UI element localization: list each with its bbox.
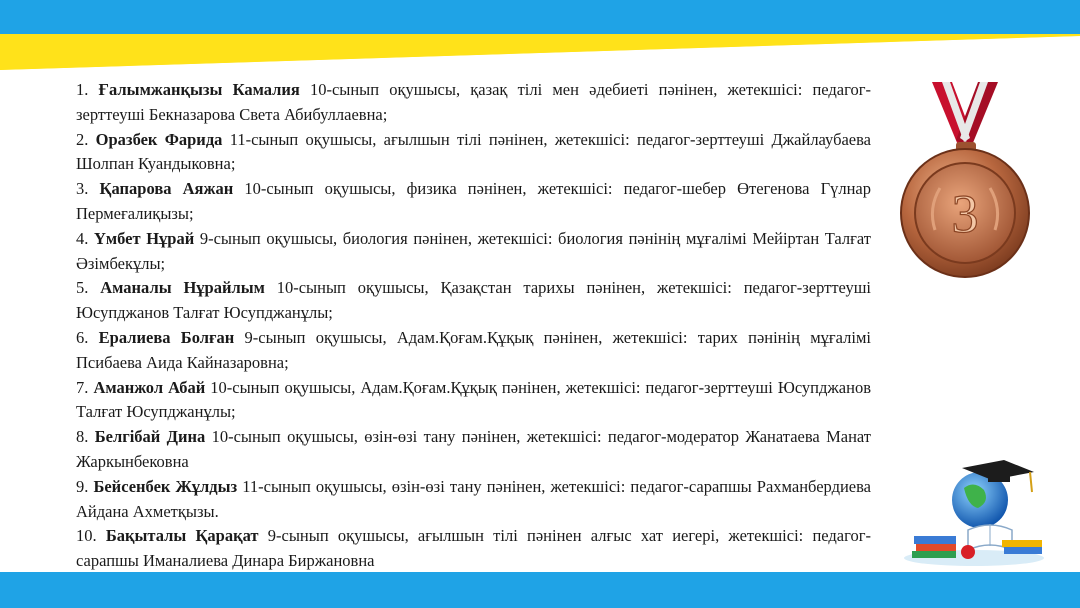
list-item bbox=[76, 524, 871, 574]
bronze-medal-icon bbox=[890, 80, 1040, 280]
list-item bbox=[76, 227, 871, 277]
list-item bbox=[76, 78, 871, 128]
student-name: Бақыталы Қарақат bbox=[105, 526, 259, 546]
item-description: 10-сынып оқушысы, физика пәнінен, жетекшісі: педагог-шебер Өтегенова Гүлнар Пермеғалиқызы; bbox=[76, 179, 871, 223]
item-description: 9-сынып оқушысы, ағылшын тілі пәнінен алғыс хат иегері, жетекшісі: педагог-сарапшы Иманалиева Динара Биржановна bbox=[76, 526, 871, 571]
item-description: 11-сынып оқушысы, ағылшын тілі пәнінен, жетекшісі: педагог-зерттеуші Джайлаубаева Шолпан Куандыковна; bbox=[76, 129, 872, 174]
item-number: 4. bbox=[76, 228, 89, 248]
list-item bbox=[76, 177, 871, 227]
item-description: 10-сынып оқушысы, өзін-өзі тану пәнінен, жетекшісі: педагог-модератор Жанатаева Манат Жаркынбековна bbox=[76, 427, 872, 471]
list-item bbox=[76, 276, 871, 326]
student-name: Аманжол Абай bbox=[93, 377, 206, 397]
medal-number: 3 bbox=[951, 184, 979, 244]
item-number: 3. bbox=[76, 179, 89, 199]
list-item bbox=[76, 376, 871, 426]
item-number: 7. bbox=[76, 377, 89, 397]
student-name: Аманалы Нұрайлым bbox=[100, 278, 265, 298]
list-item bbox=[76, 326, 871, 376]
student-name: Үмбет Нұрай bbox=[93, 228, 195, 248]
top-header-bar bbox=[0, 0, 1080, 34]
item-description: 11-сынып оқушысы, өзін-өзі тану пәнінен, жетекшісі: педагог-сарапшы Рахманбердиева Айдана Ахметқызы. bbox=[76, 476, 872, 521]
item-description: 10-сынып оқушысы, Қазақстан тарихы пәнінен, жетекшісі: педагог-зерттеуші Юсупджанов Талғат Юсупджанұлы; bbox=[76, 278, 871, 323]
list-item bbox=[76, 475, 871, 525]
student-name: Оразбек Фарида bbox=[95, 129, 223, 149]
item-number: 9. bbox=[76, 476, 89, 496]
item-number: 8. bbox=[76, 427, 89, 447]
item-number: 6. bbox=[76, 327, 89, 347]
yellow-accent-stripe bbox=[0, 34, 1080, 70]
item-description: 9-сынып оқушысы, биология пәнінен, жетекшісі: биология пәнінің мұғалімі Мейіртан Талғат Әзімбекұлы; bbox=[76, 228, 872, 273]
item-number: 1. bbox=[76, 80, 89, 99]
item-number: 2. bbox=[76, 129, 89, 149]
student-name: Ералиева Болған bbox=[98, 327, 235, 347]
item-number: 5. bbox=[76, 278, 89, 298]
item-description: 9-сынып оқушысы, Адам.Қоғам.Құқық пәнінен, жетекшісі: тарих пәнінің мұғалімі Псибаева Аида Кайназаровна; bbox=[76, 327, 871, 372]
graduation-globe-books-icon bbox=[902, 458, 1052, 568]
winners-list bbox=[76, 78, 871, 574]
student-name: Қапарова Аяжан bbox=[99, 179, 234, 199]
item-description: 10-сынып оқушысы, Адам.Қоғам.Құқық пәнінен, жетекшісі: педагог-зерттеуші Юсупджанов Талғат Юсупджанұлы; bbox=[76, 377, 871, 422]
list-item bbox=[76, 425, 871, 475]
list-item bbox=[76, 128, 871, 178]
bottom-footer-bar bbox=[0, 572, 1080, 608]
item-number: 10. bbox=[76, 526, 97, 546]
item-description: 10-сынып оқушысы, қазақ тілі мен әдебиеті пәнінен, жетекшісі: педагог-зерттеуші Бекназарова Света Абибуллаевна; bbox=[76, 80, 871, 124]
student-name: Бейсенбек Жұлдыз bbox=[93, 476, 238, 496]
student-name: Белгібай Дина bbox=[94, 427, 206, 447]
student-name: Ғалымжанқызы Камалия bbox=[98, 80, 300, 99]
